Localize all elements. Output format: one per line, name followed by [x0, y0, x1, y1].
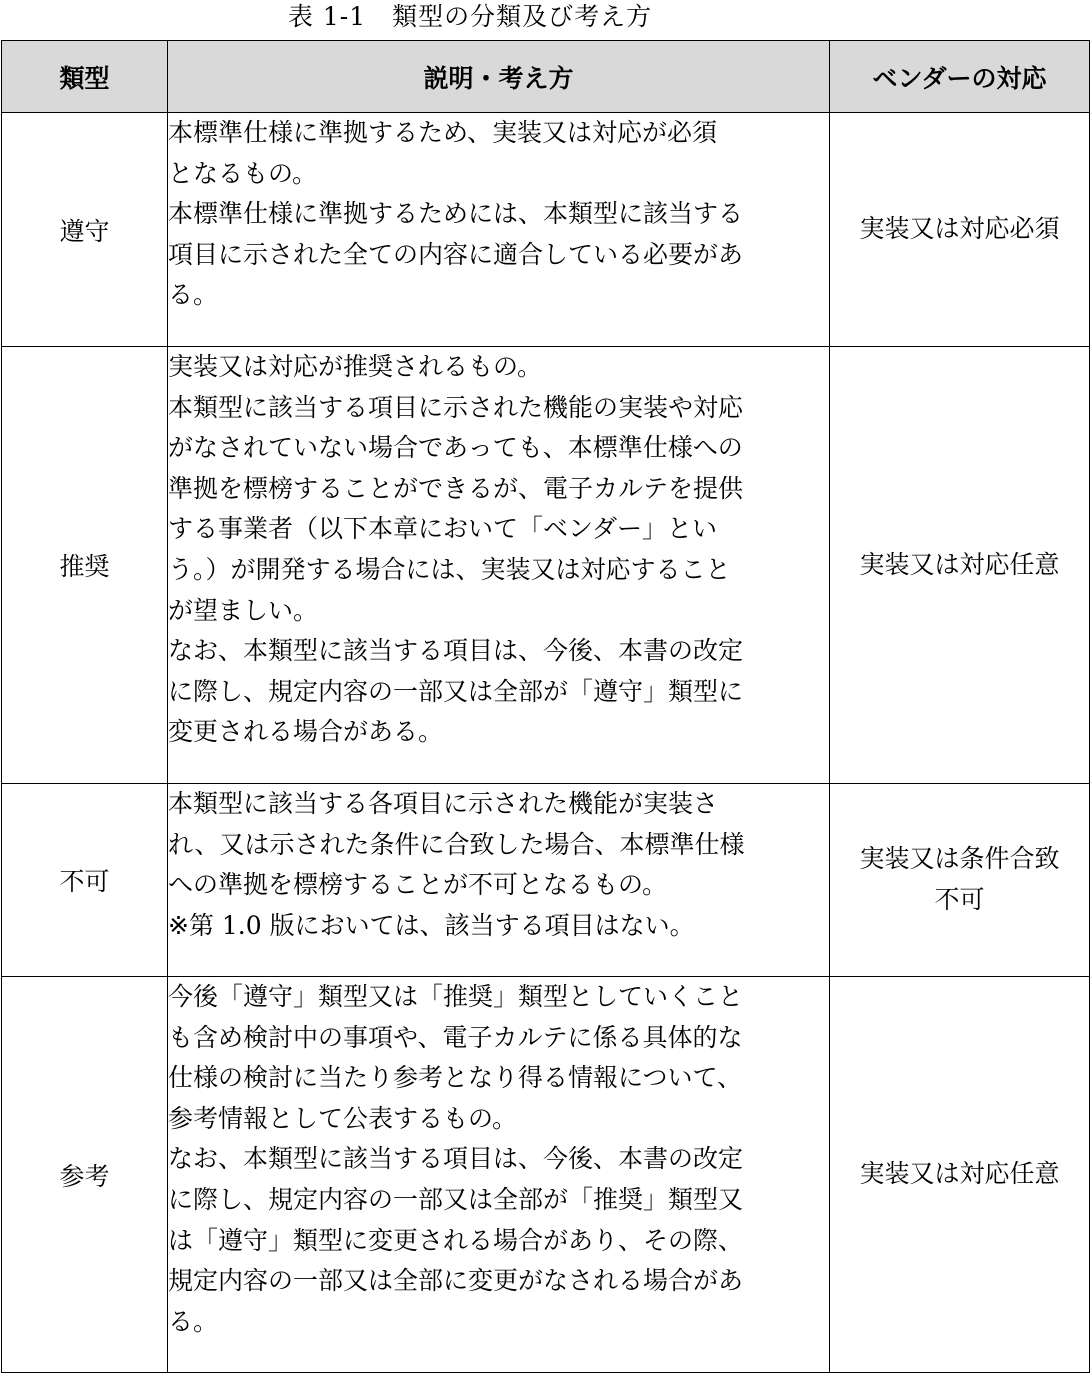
vendor-cell: 実装又は対応必須	[830, 113, 1090, 347]
table-body	[2, 113, 1090, 1373]
header-row	[2, 41, 1090, 113]
table-row	[2, 347, 1090, 784]
description-text: 本類型に該当する各項目に示された機能が実装さ れ、又は示された条件に合致した場合、本標準仕様 への準拠を標榜することが不可となるもの。 ※第 1.0 版においては、該当する項目はない。	[168, 789, 745, 940]
table-row	[2, 113, 1090, 347]
description-text: 実装又は対応が推奨されるもの。 本類型に該当する項目に示された機能の実装や対応 がなされていない場合であっても、本標準仕様への 準拠を標榜することができるが、電子カルテを提供 する事業者（以下本章において「ベンダー」とい う。）が開発する場合には、実装又は対応すること が望ましい。 なお、本類型に該当する項目は、今後、本書の改定 に際し、規定内容の一部又は全部が「遵守」類型に 変更される場合がある。	[168, 352, 744, 747]
header-type: 類型	[2, 41, 168, 113]
header-vendor: ベンダーの対応	[830, 41, 1090, 113]
table-row	[2, 977, 1090, 1373]
description-text: 本標準仕様に準拠するため、実装又は対応が必須 となるもの。 本標準仕様に準拠するためには、本類型に該当する 項目に示された全ての内容に適合している必要があ る。	[168, 118, 744, 310]
description-cell	[168, 113, 830, 347]
type-cell: 遵守	[2, 113, 168, 347]
vendor-cell: 実装又は条件合致 不可	[830, 784, 1090, 977]
description-text: 今後「遵守」類型又は「推奨」類型としていくこと も含め検討中の事項や、電子カルテに係る具体的な 仕様の検討に当たり参考となり得る情報について、 参考情報として公表するもの。 なお、本類型に該当する項目は、今後、本書の改定 に際し、規定内容の一部又は全部が「推奨」類型又 は「遵守」類型に変更される場合があり、その際、 規定内容の一部又は全部に変更がなされる場合があ る。	[168, 982, 744, 1336]
description-cell	[168, 784, 830, 977]
table-caption: 表 1-1 類型の分類及び考え方	[287, 2, 653, 31]
vendor-cell: 実装又は対応任意	[830, 977, 1090, 1373]
classification-table	[1, 40, 1090, 1373]
vendor-cell: 実装又は対応任意	[830, 347, 1090, 784]
description-cell	[168, 977, 830, 1373]
description-cell	[168, 347, 830, 784]
table-row	[2, 784, 1090, 977]
table-header	[2, 41, 1090, 113]
type-cell: 不可	[2, 784, 168, 977]
type-cell: 参考	[2, 977, 168, 1373]
header-description: 説明・考え方	[168, 41, 830, 113]
type-cell: 推奨	[2, 347, 168, 784]
